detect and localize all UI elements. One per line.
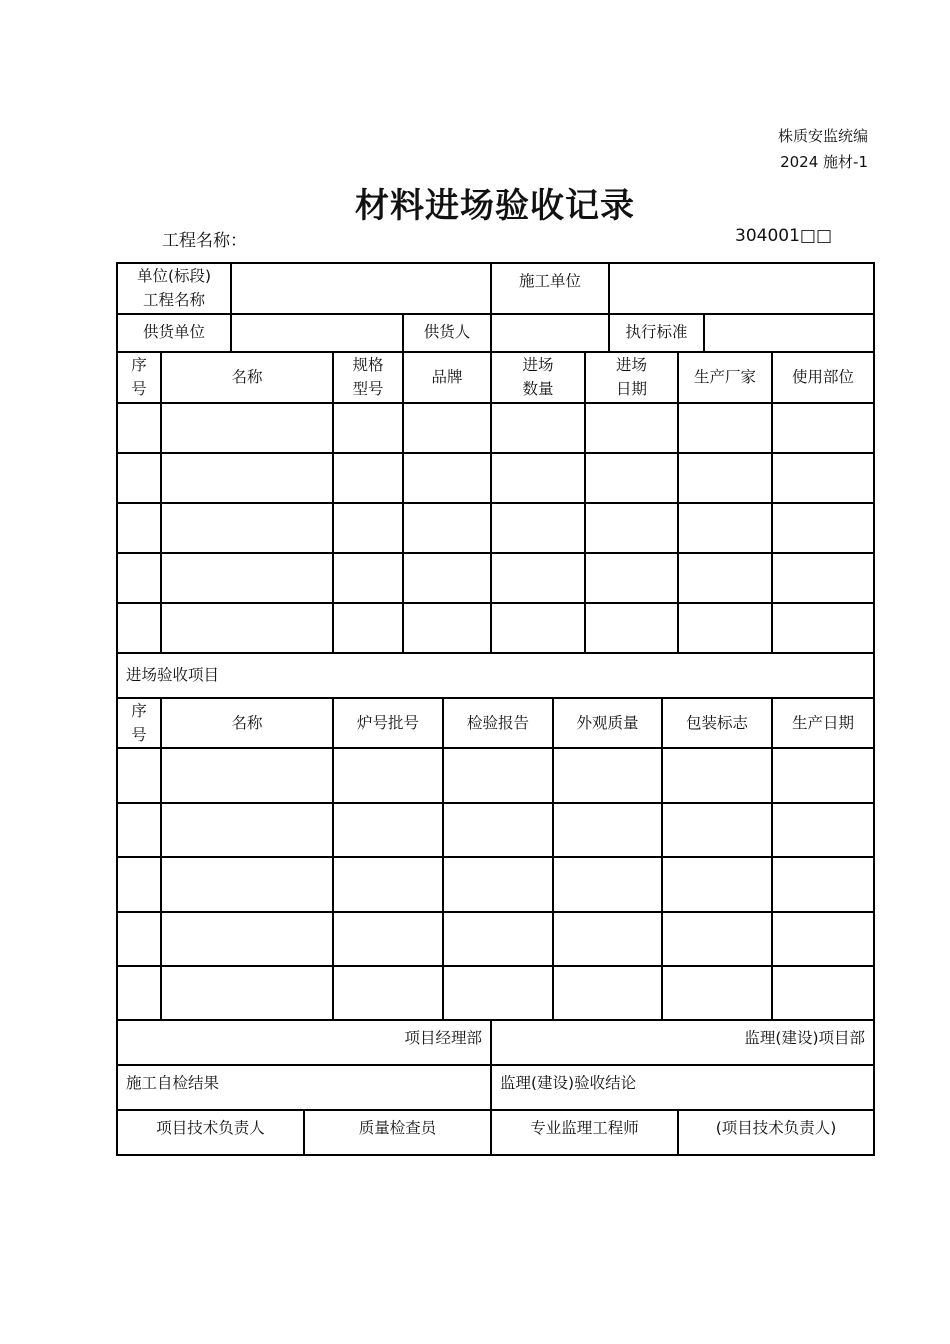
inspection-row-3[interactable] [118,857,873,911]
table-border-right [873,262,875,1155]
supplier-person-value[interactable] [492,314,608,351]
form-code: 304001□□ [735,226,833,246]
pm-dept-label: 项目经理部 [404,1029,482,1047]
material-row-5[interactable] [118,603,873,652]
issuer-label: 株质安监统编 [777,127,868,145]
supervision-conclusion-label: 监理(建设)验收结论 [500,1074,637,1092]
tech-lead-label: 项目技术负责人 [156,1119,265,1137]
inspection-col-report: 检验报告 [466,713,529,732]
material-row-3[interactable] [118,503,873,552]
table-border-bottom [116,1154,875,1156]
inspection-col-batch: 炉号批号 [356,713,419,732]
inspection-row-4[interactable] [118,912,873,965]
inspection-col-seq: 序 号 [131,701,147,744]
unit-project-value[interactable] [232,263,490,313]
material-col-spec: 规格 型号 [352,356,384,398]
material-col-brand: 品牌 [431,368,463,386]
material-row-1[interactable] [118,403,873,452]
page-title: 材料进场验收记录 [355,186,635,226]
material-col-quantity: 进场 数量 [522,356,554,398]
unit-project-label: 单位(标段) 工程名称 [136,267,212,309]
inspection-section-label: 进场验收项目 [126,666,220,684]
self-check-label: 施工自检结果 [126,1074,220,1092]
owner-tech-lead-label: (项目技术负责人) [715,1119,837,1137]
contractor-value[interactable] [610,263,873,313]
material-col-date: 进场 日期 [615,356,647,398]
supplier-person-label: 供货人 [423,323,471,341]
material-col-seq: 序 号 [131,356,147,398]
inspection-col-name: 名称 [231,713,263,732]
standard-value[interactable] [705,314,873,351]
supplier-unit-value[interactable] [232,314,402,351]
material-col-usage: 使用部位 [791,368,854,386]
form-number: 2024 施材-1 [780,153,868,171]
supervising-engineer-label: 专业监理工程师 [530,1119,639,1137]
inspection-col-production-date: 生产日期 [791,713,854,732]
inspection-row-1[interactable] [118,748,873,802]
inspection-row-2[interactable] [118,803,873,856]
qc-inspector-label: 质量检查员 [358,1119,437,1137]
supervision-dept-label: 监理(建设)项目部 [744,1029,865,1047]
project-name-label: 工程名称： [162,231,247,251]
inspection-col-appearance: 外观质量 [576,713,639,732]
material-row-2[interactable] [118,453,873,502]
standard-label: 执行标准 [625,323,688,341]
material-row-4[interactable] [118,553,873,602]
contractor-label: 施工单位 [518,272,581,290]
inspection-row-5[interactable] [118,966,873,1019]
material-col-manufacturer: 生产厂家 [693,368,756,386]
material-col-name: 名称 [231,368,263,386]
inspection-col-packaging: 包装标志 [685,713,748,732]
supplier-unit-label: 供货单位 [142,323,205,341]
